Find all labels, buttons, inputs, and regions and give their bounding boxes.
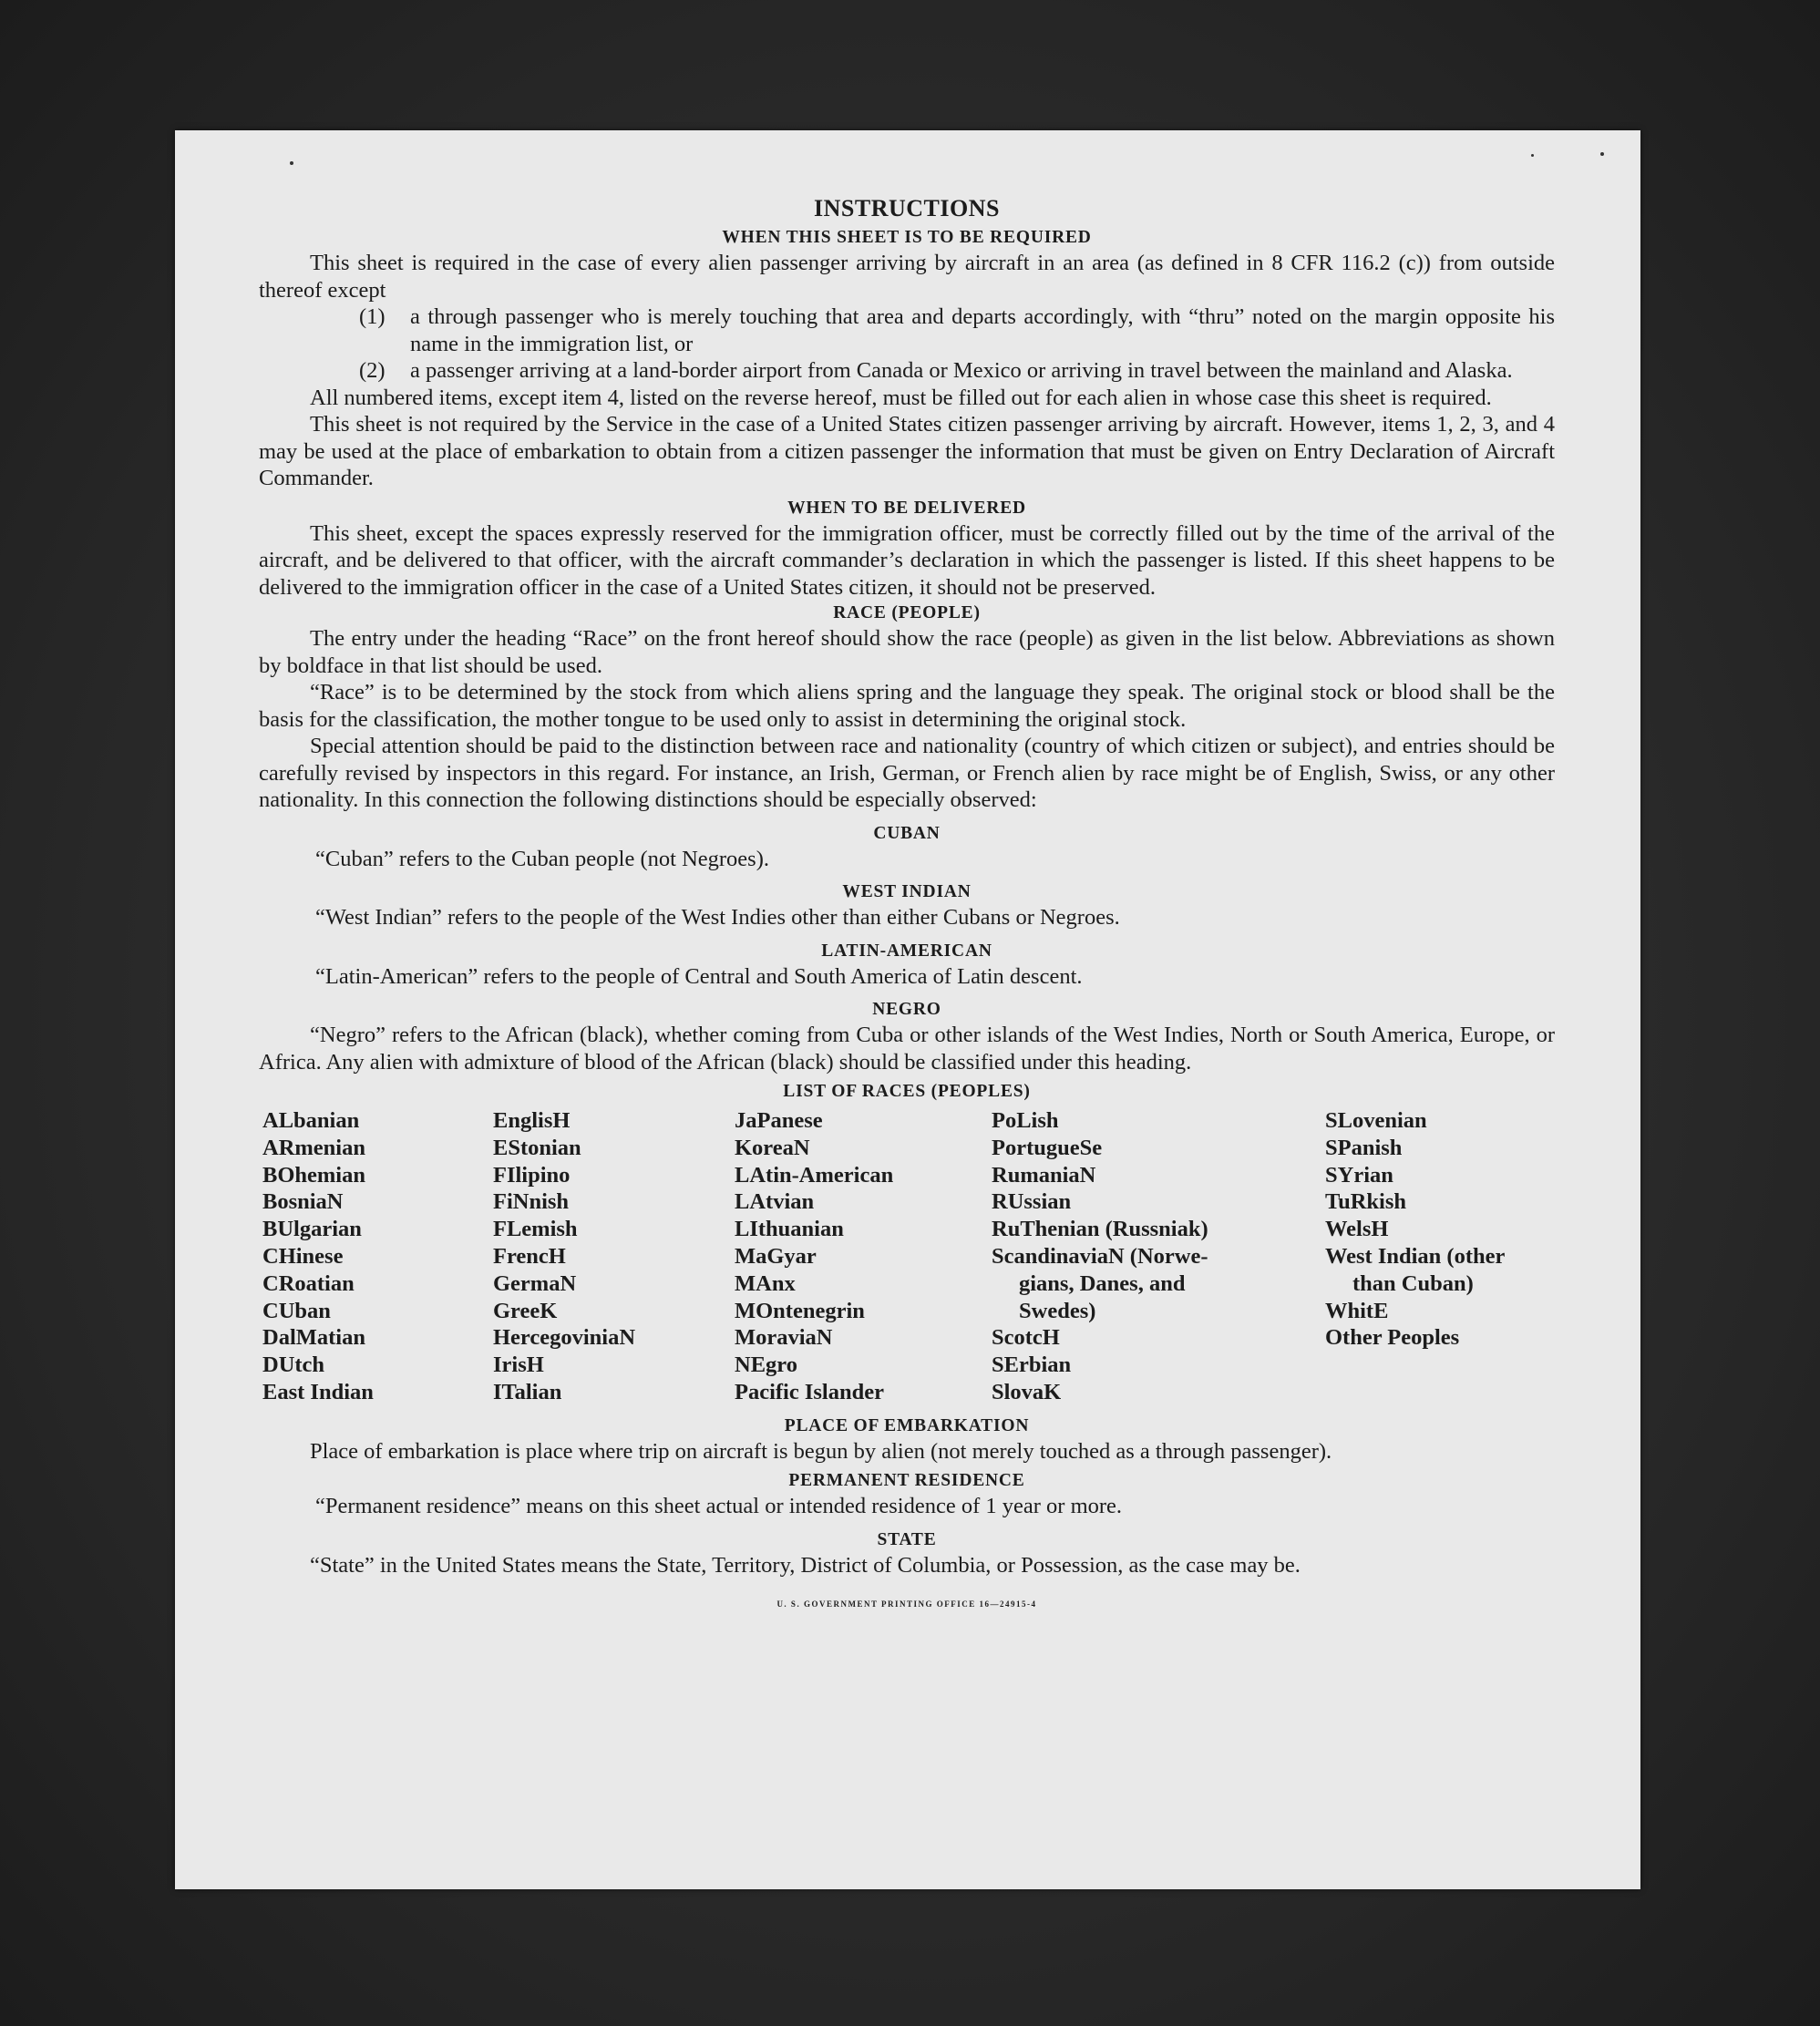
races-column: [992, 1107, 1325, 1406]
races-column: [262, 1107, 493, 1406]
speck: [1600, 152, 1604, 156]
race-entry: TuRkish: [1325, 1189, 1407, 1215]
race-entry: GermaN: [493, 1270, 577, 1296]
heading-negro: NEGRO: [872, 1000, 941, 1019]
heading-when-delivered: WHEN TO BE DELIVERED: [787, 498, 1026, 518]
required-para-3: This sheet is not required by the Service in the case of a United States citizen passenger arriving by aircraft. However, items 1, 2, 3, and 4 may be used at the place of embarkation to obtain from a citizen passenger the information that must be given on Entry Declaration of Aircraft Commander.: [259, 412, 1555, 490]
race-entry: NEgro: [735, 1352, 797, 1378]
heading-cuban: CUBAN: [873, 823, 941, 843]
heading-embarkation: PLACE OF EMBARKATION: [784, 1415, 1030, 1435]
heading-state: STATE: [877, 1529, 937, 1549]
heading-permanent-residence: PERMANENT RESIDENCE: [788, 1471, 1025, 1491]
race-entry: CUban: [262, 1298, 331, 1323]
race-entry: West Indian (other: [1325, 1243, 1506, 1269]
race-entry: KoreaN: [735, 1135, 810, 1160]
west-indian-text: “West Indian” refers to the people of the West Indies other than either Cubans or Negroes.: [315, 905, 1120, 930]
printer-imprint: U. S. GOVERNMENT PRINTING OFFICE 16—24915-4: [776, 1599, 1037, 1609]
races-list: [262, 1107, 1555, 1406]
race-entry: MoraviaN: [735, 1325, 833, 1351]
race-entry: RUssian: [992, 1189, 1072, 1215]
race-entry: East Indian: [262, 1379, 374, 1404]
race-entry: BUlgarian: [262, 1217, 362, 1242]
latin-american-text: “Latin-American” refers to the people of Central and South America of Latin descent.: [315, 963, 1083, 989]
race-para-3: Special attention should be paid to the distinction between race and nationality (country of which citizen or subject), and entries should be carefully revised by inspectors in this regard. For instance, an Irish, German, or French alien by race might be of English, Swiss, or any other nationality. In this connection the following distinctions should be especially observed:: [259, 734, 1555, 812]
race-entry: DUtch: [262, 1352, 325, 1378]
race-entry-continued: gians, Danes, and: [1019, 1270, 1186, 1296]
heading-race: RACE (PEOPLE): [833, 603, 981, 622]
race-entry: FLemish: [493, 1217, 578, 1242]
race-entry-continued: Swedes): [1019, 1298, 1096, 1323]
race-para-2: “Race” is to be determined by the stock from which aliens spring and the language they speak. The original stock or blood shall be the basis for the classification, the mother tongue to be used only to assist in determining the original stock.: [259, 680, 1555, 732]
document-sheet: [175, 130, 1640, 1889]
race-entry: MaGyar: [735, 1243, 817, 1269]
race-entry: MOntenegrin: [735, 1298, 865, 1323]
document-content: [259, 194, 1555, 1619]
heading-when-required: WHEN THIS SHEET IS TO BE REQUIRED: [722, 228, 1092, 247]
heading-latin-american: LATIN-AMERICAN: [821, 941, 992, 961]
race-entry: RuThenian (Russniak): [992, 1217, 1208, 1242]
race-entry: DalMatian: [262, 1325, 365, 1351]
race-entry: BOhemian: [262, 1162, 365, 1188]
races-column: [735, 1107, 992, 1406]
race-entry-continued: than Cuban): [1352, 1270, 1474, 1296]
race-entry: PoLish: [992, 1108, 1059, 1133]
race-entry: EStonian: [493, 1135, 581, 1160]
race-entry: SErbian: [992, 1352, 1072, 1378]
page-title: INSTRUCTIONS: [814, 195, 1000, 221]
race-entry: PortugueSe: [992, 1135, 1103, 1160]
race-entry: BosniaN: [262, 1189, 344, 1215]
heading-west-indian: WEST INDIAN: [842, 882, 972, 901]
race-entry: LIthuanian: [735, 1217, 844, 1242]
race-entry: ScotcH: [992, 1325, 1060, 1351]
delivered-text: This sheet, except the spaces expressly reserved for the immigration officer, must be correctly filled out by the time of the arrival of the aircraft, and be delivered to that officer, with the aircraft commander’s declaration in which the passenger is listed. If this sheet happens to be delivered to the immigration officer in the case of a United States citizen, it should not be preserved.: [259, 520, 1555, 600]
exception-item: [359, 303, 1555, 357]
race-entry: EnglisH: [493, 1108, 571, 1133]
race-entry: SlovaK: [992, 1379, 1062, 1404]
race-entry: SPanish: [1325, 1135, 1403, 1160]
race-entry: FrencH: [493, 1243, 566, 1269]
race-entry: CHinese: [262, 1243, 344, 1269]
race-entry: Other Peoples: [1325, 1325, 1460, 1351]
race-entry: ALbanian: [262, 1108, 360, 1133]
race-para-1: The entry under the heading “Race” on the front hereof should show the race (people) as given in the list below. Abbreviations as shown by boldface in that list should be used.: [259, 626, 1555, 678]
speck: [1531, 154, 1534, 157]
state-text: “State” in the United States means the State, Territory, District of Columbia, or Possession, as the case may be.: [310, 1552, 1301, 1578]
race-entry: GreeK: [493, 1298, 558, 1323]
races-column: [1325, 1107, 1558, 1406]
race-entry: CRoatian: [262, 1270, 355, 1296]
exception-text: a through passenger who is merely touching that area and departs accordingly, with “thru” noted on the margin opposite his name in the immigration list, or: [410, 304, 1555, 356]
race-entry: SYrian: [1325, 1162, 1393, 1188]
race-entry: ARmenian: [262, 1135, 365, 1160]
speck: [290, 161, 293, 165]
heading-list-of-races: LIST OF RACES (PEOPLES): [783, 1082, 1031, 1101]
required-para-2: All numbered items, except item 4, listed on the reverse hereof, must be filled out for each alien in whose case this sheet is required.: [310, 385, 1492, 410]
exception-number: (1): [359, 304, 386, 329]
race-entry: JaPanese: [735, 1108, 823, 1133]
race-entry: RumaniaN: [992, 1162, 1096, 1188]
race-entry: LAtin-American: [735, 1162, 894, 1188]
race-entry: Pacific Islander: [735, 1379, 884, 1404]
race-entry: LAtvian: [735, 1189, 815, 1215]
residence-text: “Permanent residence” means on this sheet actual or intended residence of 1 year or more.: [315, 1494, 1123, 1519]
exception-number: (2): [359, 358, 386, 383]
race-entry: ITalian: [493, 1379, 562, 1404]
race-entry: HercegoviniaN: [493, 1325, 636, 1351]
race-entry: FiNnish: [493, 1189, 570, 1215]
exception-text: a passenger arriving at a land-border airport from Canada or Mexico or arriving in travel between the mainland and Alaska.: [410, 358, 1513, 383]
cuban-text: “Cuban” refers to the Cuban people (not Negroes).: [315, 846, 769, 871]
race-entry: FIlipino: [493, 1162, 571, 1188]
race-entry: ScandinaviaN (Norwe-: [992, 1243, 1208, 1269]
embarkation-text: Place of embarkation is place where trip on aircraft is begun by alien (not merely touched as a through passenger).: [310, 1438, 1332, 1464]
race-entry: SLovenian: [1325, 1108, 1427, 1133]
race-entry: WelsH: [1325, 1217, 1389, 1242]
negro-text: “Negro” refers to the African (black), whether coming from Cuba or other islands of the West Indies, North or South America, Europe, or Africa. Any alien with admixture of blood of the African (black) should be classified under this heading.: [259, 1023, 1555, 1075]
race-entry: IrisH: [493, 1352, 544, 1378]
exception-item: [359, 357, 1555, 385]
races-column: [493, 1107, 735, 1406]
race-entry: WhitE: [1325, 1298, 1389, 1323]
race-entry: MAnx: [735, 1270, 796, 1296]
required-intro: This sheet is required in the case of every alien passenger arriving by aircraft in an area (as defined in 8 CFR 116.2 (c)) from outside thereof except: [259, 251, 1555, 303]
